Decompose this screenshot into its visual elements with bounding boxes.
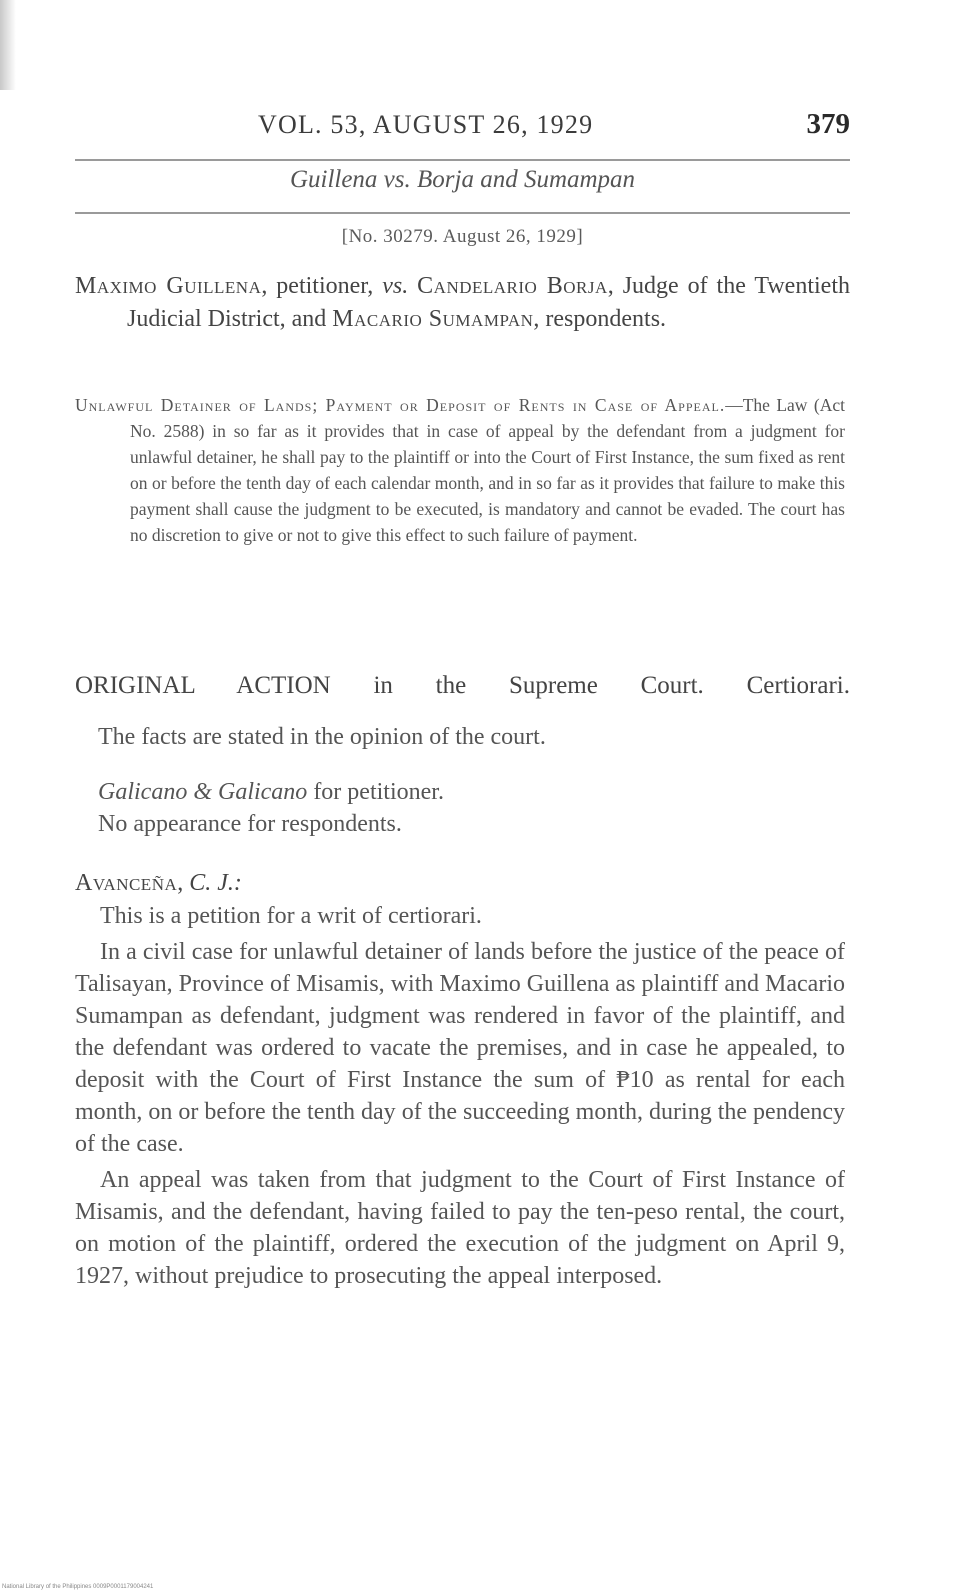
- facts-statement: The facts are stated in the opinion of the court.: [98, 724, 546, 750]
- versus: vs.: [382, 273, 409, 299]
- volume-date: VOL. 53, AUGUST 26, 1929: [258, 110, 594, 139]
- ponente: Avanceña, C. J.:: [75, 870, 242, 896]
- running-title: Guillena vs. Borja and Sumampan: [289, 166, 636, 193]
- respondents-role: , respondents.: [533, 306, 667, 332]
- petitioner-counsel-suffix: for petitioner.: [307, 779, 444, 805]
- header-rule-bottom: [75, 212, 850, 214]
- original-action: ORIGINAL ACTION in the Supreme Court. Certiorari.: [75, 672, 850, 699]
- petitioner-counsel-line: [98, 776, 444, 808]
- respondent-judge-role: , Judge of the Twentieth Judicial District, and: [127, 273, 850, 332]
- respondents-counsel-line: No appearance for respondents.: [98, 811, 402, 837]
- respondent-name: Macario Sumampan: [332, 306, 534, 332]
- scan-edge-shadow: [0, 0, 16, 90]
- ponente-title: C. J.:: [189, 870, 242, 896]
- respondent-judge-name: Candelario Borja: [417, 273, 608, 299]
- header-rule-top: [75, 159, 850, 161]
- ponente-name: Avanceña: [75, 870, 178, 896]
- page-number: 379: [806, 108, 850, 140]
- opinion-body: [75, 900, 845, 1296]
- opinion-paragraph: This is a petition for a writ of certiorari.: [100, 903, 482, 929]
- syllabus: [75, 392, 845, 548]
- page-header: [258, 108, 850, 148]
- docket-line: [No. 30279. August 26, 1929]: [341, 226, 584, 247]
- syllabus-text: —The Law (Act No. 2588) in so far as it provides that in case of appeal by the defendant from a judgment for unlawful detainer, he shall pay to the plaintiff or into the Court of First Instance, the sum fixed as rent on or before the tenth day of each calendar month, and in so far as it provides that failure to make this payment shall cause the judgment to be executed, is mandatory and cannot be evaded. The court has no discretion to give or not to give this effect to such failure of payment.: [130, 395, 845, 545]
- scan-footer: National Library of the Philippines 0009P0001179004241: [2, 1584, 154, 1590]
- petitioner-counsel: Galicano & Galicano: [98, 779, 308, 805]
- petitioner-name: Maximo Guillena: [75, 273, 262, 299]
- opinion-paragraph: An appeal was taken from that judgment to the Court of First Instance of Misamis, and the defendant, having failed to pay the ten-peso rental, the court, on motion of the plaintiff, ordered the execution of the judgment on April 9, 1927, without prejudice to prosecuting the appeal interposed.: [75, 1167, 845, 1289]
- counsel-block: [98, 776, 444, 840]
- case-parties: [75, 270, 850, 336]
- petitioner-role: , petitioner,: [261, 273, 383, 299]
- syllabus-heading: Unlawful Detainer of Lands; Payment or Deposit of Rents in Case of Appeal.: [75, 395, 726, 415]
- opinion-paragraph: In a civil case for unlawful detainer of lands before the justice of the peace of Talisayan, Province of Misamis, with Maximo Guillena as plaintiff and Macario Sumampan as defendant, judgment was rendered in favor of the plaintiff, and the defendant was ordered to vacate the premises, and in case he appealed, to deposit with the Court of First Instance the sum of ₱10 as rental for each month, on or before the tenth day of the succeeding month, during the pendency of the case.: [75, 939, 845, 1157]
